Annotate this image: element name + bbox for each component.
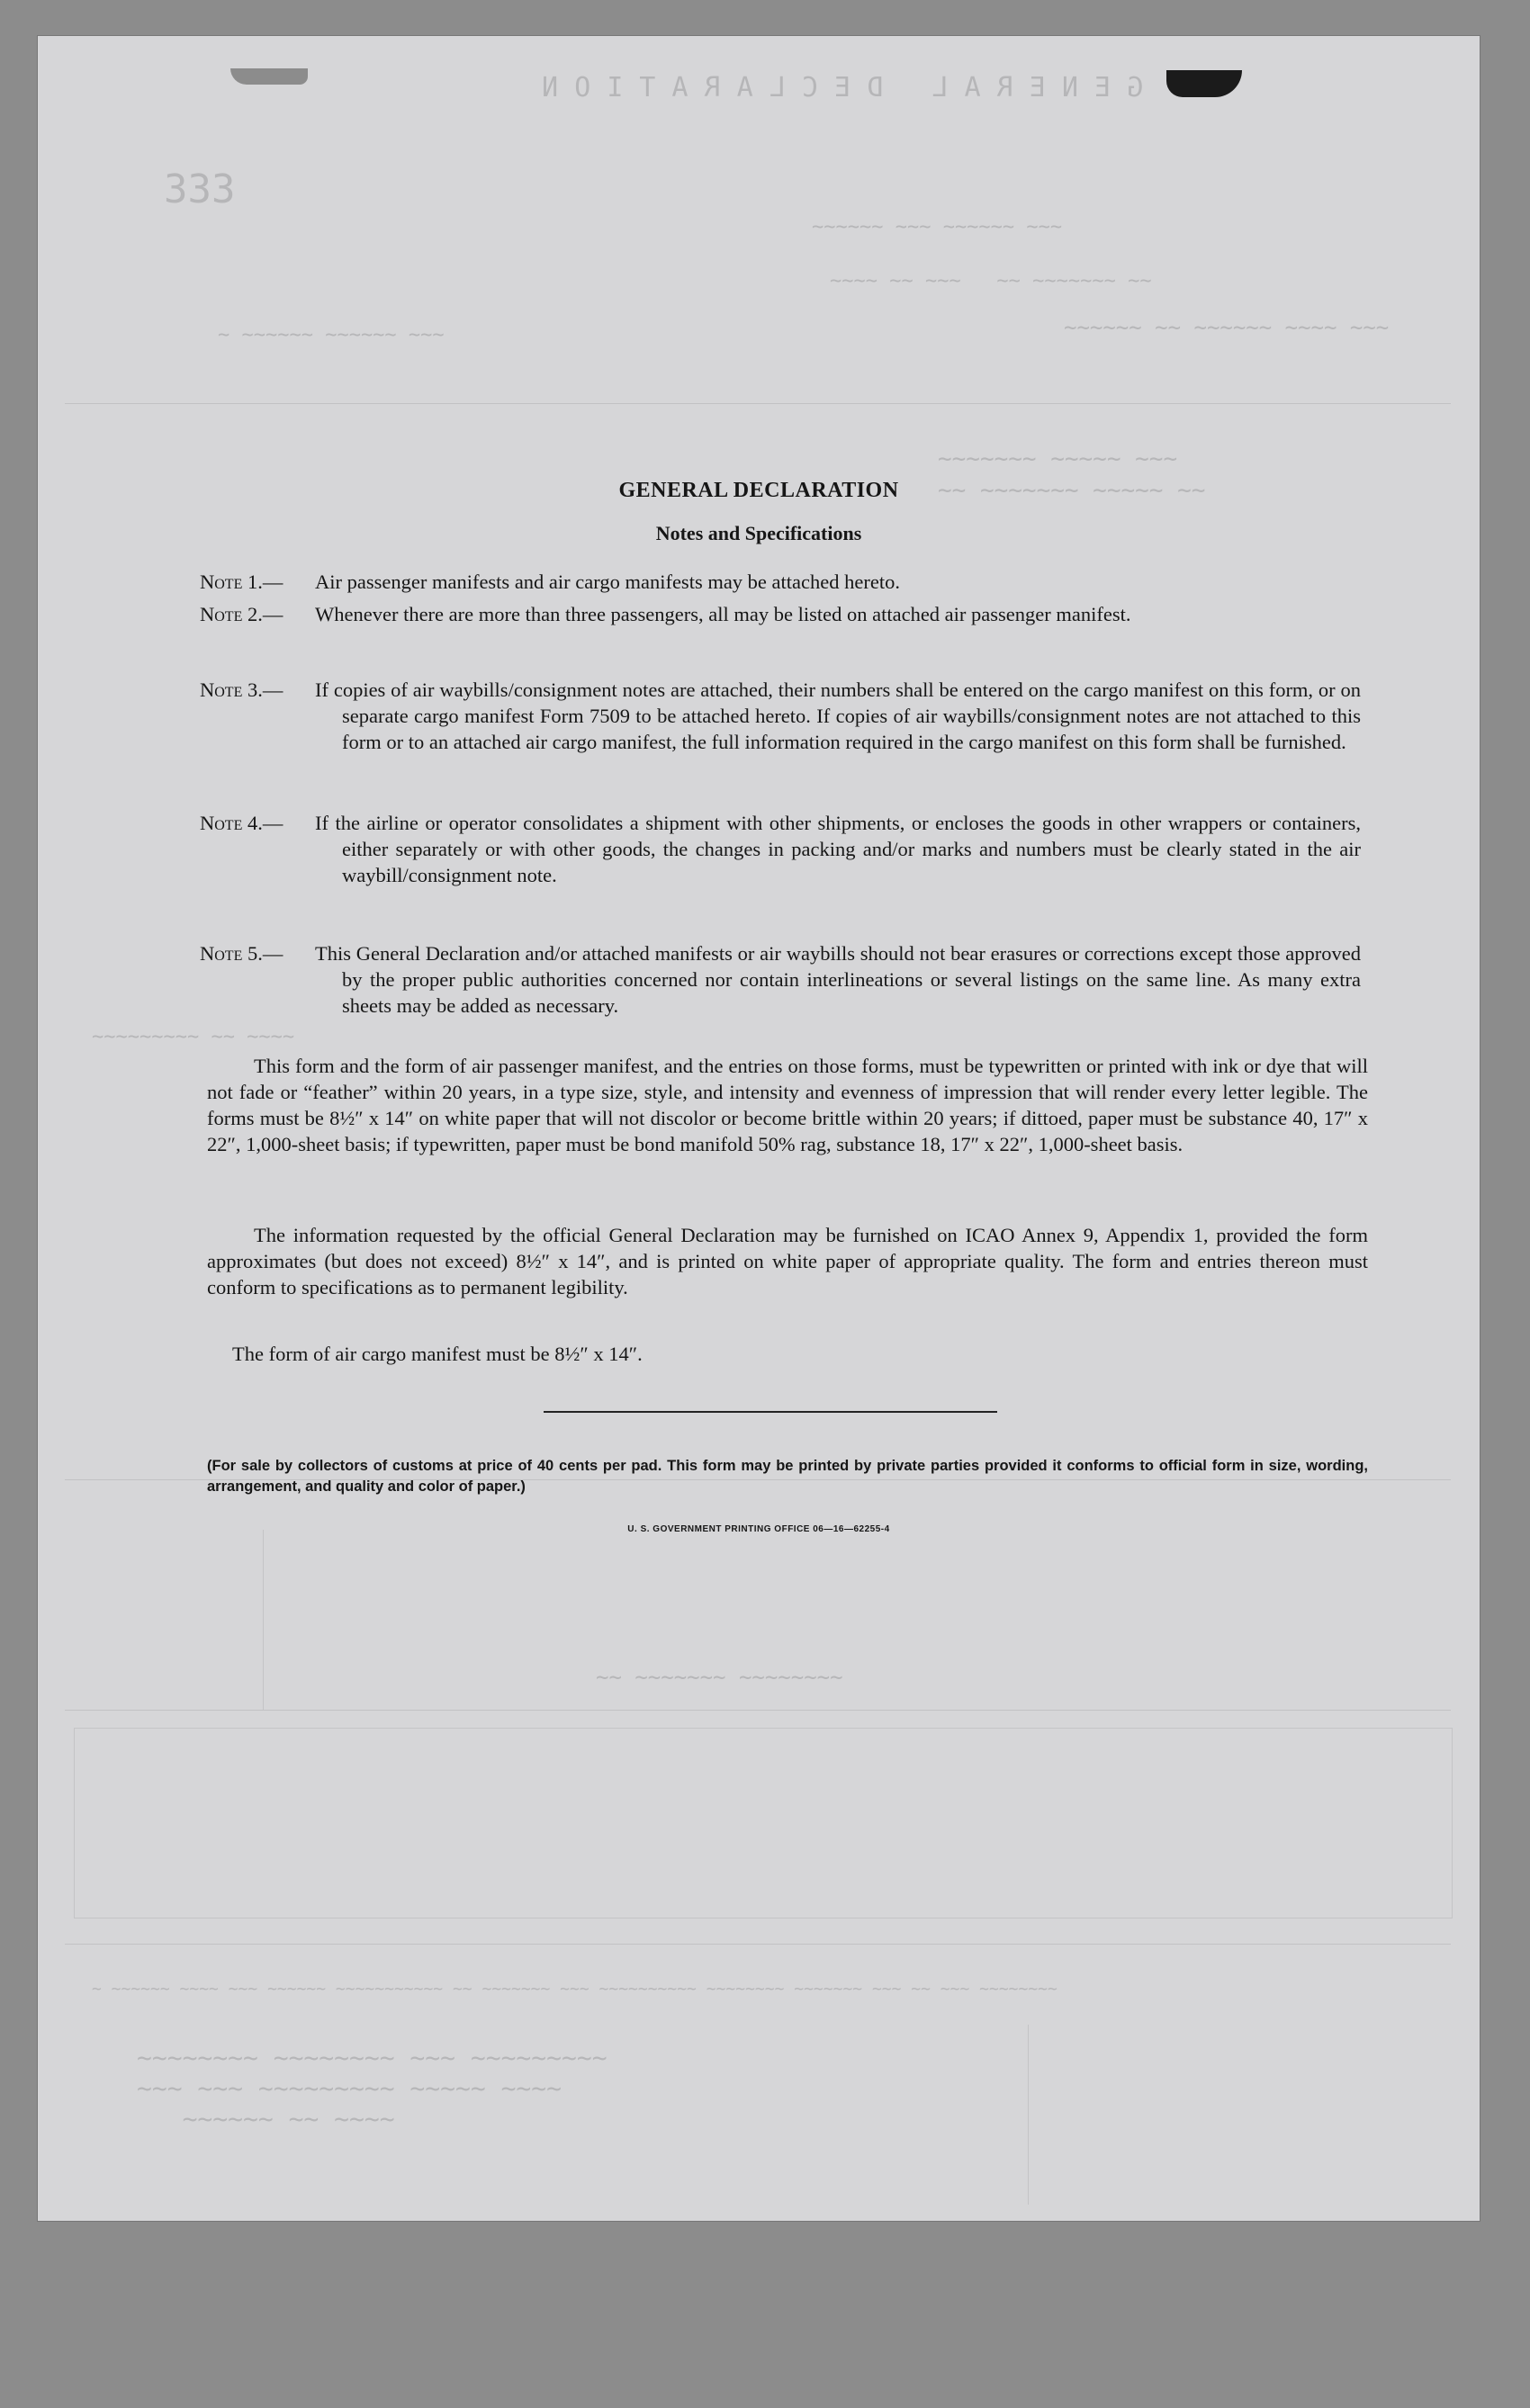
note-text: This General Declaration and/or attached manifests or air waybills should not bear erasures or corrections except those approved by the proper public authorities concerned nor contain interlineations or several listings on the same line. As many extra sheets may be added as necessary. xyxy=(315,942,1361,1017)
page-subtitle: Notes and Specifications xyxy=(655,522,862,544)
cargo-manifest-size-paragraph: The form of air cargo manifest must be 8½″ x 14″. xyxy=(232,1343,643,1365)
note-text: Air passenger manifests and air cargo manifests may be attached hereto. xyxy=(315,571,900,593)
note-text: If the airline or operator consolidates a shipment with other shipments, or encloses the goods in other wrappers or containers, either separately or with other goods, the changes in packing and/or marks and numbers must be clearly stated in the air waybill/consignment note. xyxy=(315,812,1361,886)
page-title: GENERAL DECLARATION xyxy=(618,479,899,502)
document-page: G E N E R A L D E C L A R A T I O N 333 ~~~~~~ ~~~ ~~~~~~ ~~~ ~~~~ ~~ ~~~ ~~ ~~~~~~~ ~~ ~~~~~~ ~~ ~~~~~~ ~~~~ ~~~ ~ ~~~~~~ ~~~~~~ ~~~ ~~~~~~~ ~~~~~ ~~~ ~~ ~~~~~~~ ~~~~~ ~~ ~~~~~~~~~ ~~ ~~~~ ~~ ~~~~~~~ ~~~~~~~~ ~~~~~~~~ ~~~~~~~~ ~~~ ~~~~~~~~~ ~~~ ~~~ ~~~~~~~~~ ~~~~~ ~~~~ ~~~~~~ ~~ ~~~~ ~ ~~~~~~ ~~~~ ~~~ ~~~~~~ ~~~~~~~~~~~ ~~ ~~~~~~~ ~~~ ~~~~~~~~~~ ~~~~~~~~ ~~~~~~~ ~~~ ~~ ~~~ ~~~~~~~~ GENERAL DECLARATION Notes and Specifications Note 1.— Air passenger manifests and air cargo manifests may be attached hereto. Note 2.— Whenever there are more than three passengers, all may be listed on attached air passenger manifest. Note 3.— If copies of air waybills/consignment notes are attached, their numbers shall be entered on the cargo manifest on this form, or on separate cargo manifest Form 7509 to be attached hereto. If copies of air waybills/consignment notes are not attached to this form or to an attached air cargo manifest, the full information required in the cargo manifest on this form shall be furnished. Note 4.— If the airline or operator consolidates a shipment with other shipments, or encloses the goods in other wrappers or containers, either separately or with other goods, the changes in packing and/or marks and numbers must be clearly stated in the air waybill/consignment note. Note 5.— This General Declaration and/or attached manifests or air waybills should not bear erasures or corrections except those approved by the proper public authorities concerned nor contain interlineations or several listings on the same line. As many extra sheets may be added as necessary. This form and the form of air passenger manifest, and the entries on those forms, must be typewritten or printed with ink or dye that will not fade or “feather” within 20 years, in a type size, style, and intensity and evenness of impression that will render every letter legible. The forms must be 8½″ x 14″ on white paper that will not discolor or become brittle within 20 years; if dittoed, paper must be substance 40, 17″ x 22″, 1,000-sheet basis; if typewritten, paper must be bond manifold 50% rag, substance 18, 17″ x 22″, 1,000-sheet basis. The information requested by the official General Declaration may be furnished on ICAO Annex 9, Appendix 1, provided the form approximates (but does not exceed) 8½″ x 14″, and is printed on white paper of appropriate quality. The form and entries thereon must conform to specifications as to permanent legibility. The form of air cargo manifest must be 8½″ x 14″. (For sale by collectors of customs at price of 40 cents per pad. This form may be printed by private parties provided it conforms to official form in size, wording, arrangement, and quality and color of paper.) U. S. GOVERNMENT PRINTING OFFICE 06—16—62255-4 xyxy=(38,36,1480,2221)
icao-paragraph: The information requested by the official General Declaration may be furnished on ICAO Annex 9, Appendix 1, provided the form approximates (but does not exceed) 8½″ x 14″, and is printed on white paper of appropriate quality. The form and entries thereon must conform to specifications as to permanent legibility. xyxy=(207,1224,1368,1298)
note-4 xyxy=(200,810,1361,888)
note-label: Note 2.— xyxy=(200,603,284,625)
note-1 xyxy=(200,569,1361,595)
print-requirements-paragraph: This form and the form of air passenger manifest, and the entries on those forms, must be typewritten or printed with ink or dye that will not fade or “feather” within 20 years, in a type size, style, and intensity and evenness of impression that will render every letter legible. The forms must be 8½″ x 14″ on white paper that will not discolor or become brittle within 20 years; if dittoed, paper must be substance 40, 17″ x 22″, 1,000-sheet basis; if typewritten, paper must be bond manifold 50% rag, substance 18, 17″ x 22″, 1,000-sheet basis. xyxy=(207,1055,1368,1155)
note-label: Note 1.— xyxy=(200,571,284,593)
declaration-notes xyxy=(38,36,1480,2221)
note-2 xyxy=(200,601,1361,627)
note-label: Note 4.— xyxy=(200,812,284,834)
sale-note: (For sale by collectors of customs at price of 40 cents per pad. This form may be printed by private parties provided it conforms to official form in size, wording, arrangement, and quality and color of paper.) xyxy=(207,1458,1368,1495)
note-label: Note 5.— xyxy=(200,942,284,965)
divider-rule xyxy=(544,1411,997,1413)
printing-office-line: U. S. GOVERNMENT PRINTING OFFICE 06—16—62255-4 xyxy=(627,1524,890,1534)
note-label: Note 3.— xyxy=(200,678,284,701)
note-3 xyxy=(200,677,1361,755)
note-text: Whenever there are more than three passengers, all may be listed on attached air passenger manifest. xyxy=(315,603,1131,625)
note-text: If copies of air waybills/consignment notes are attached, their numbers shall be entered on the cargo manifest on this form, or on separate cargo manifest Form 7509 to be attached hereto. If copies of air waybills/consignment notes are not attached to this form or to an attached air cargo manifest, the full information required in the cargo manifest on this form shall be furnished. xyxy=(315,678,1361,753)
note-5 xyxy=(200,940,1361,1019)
